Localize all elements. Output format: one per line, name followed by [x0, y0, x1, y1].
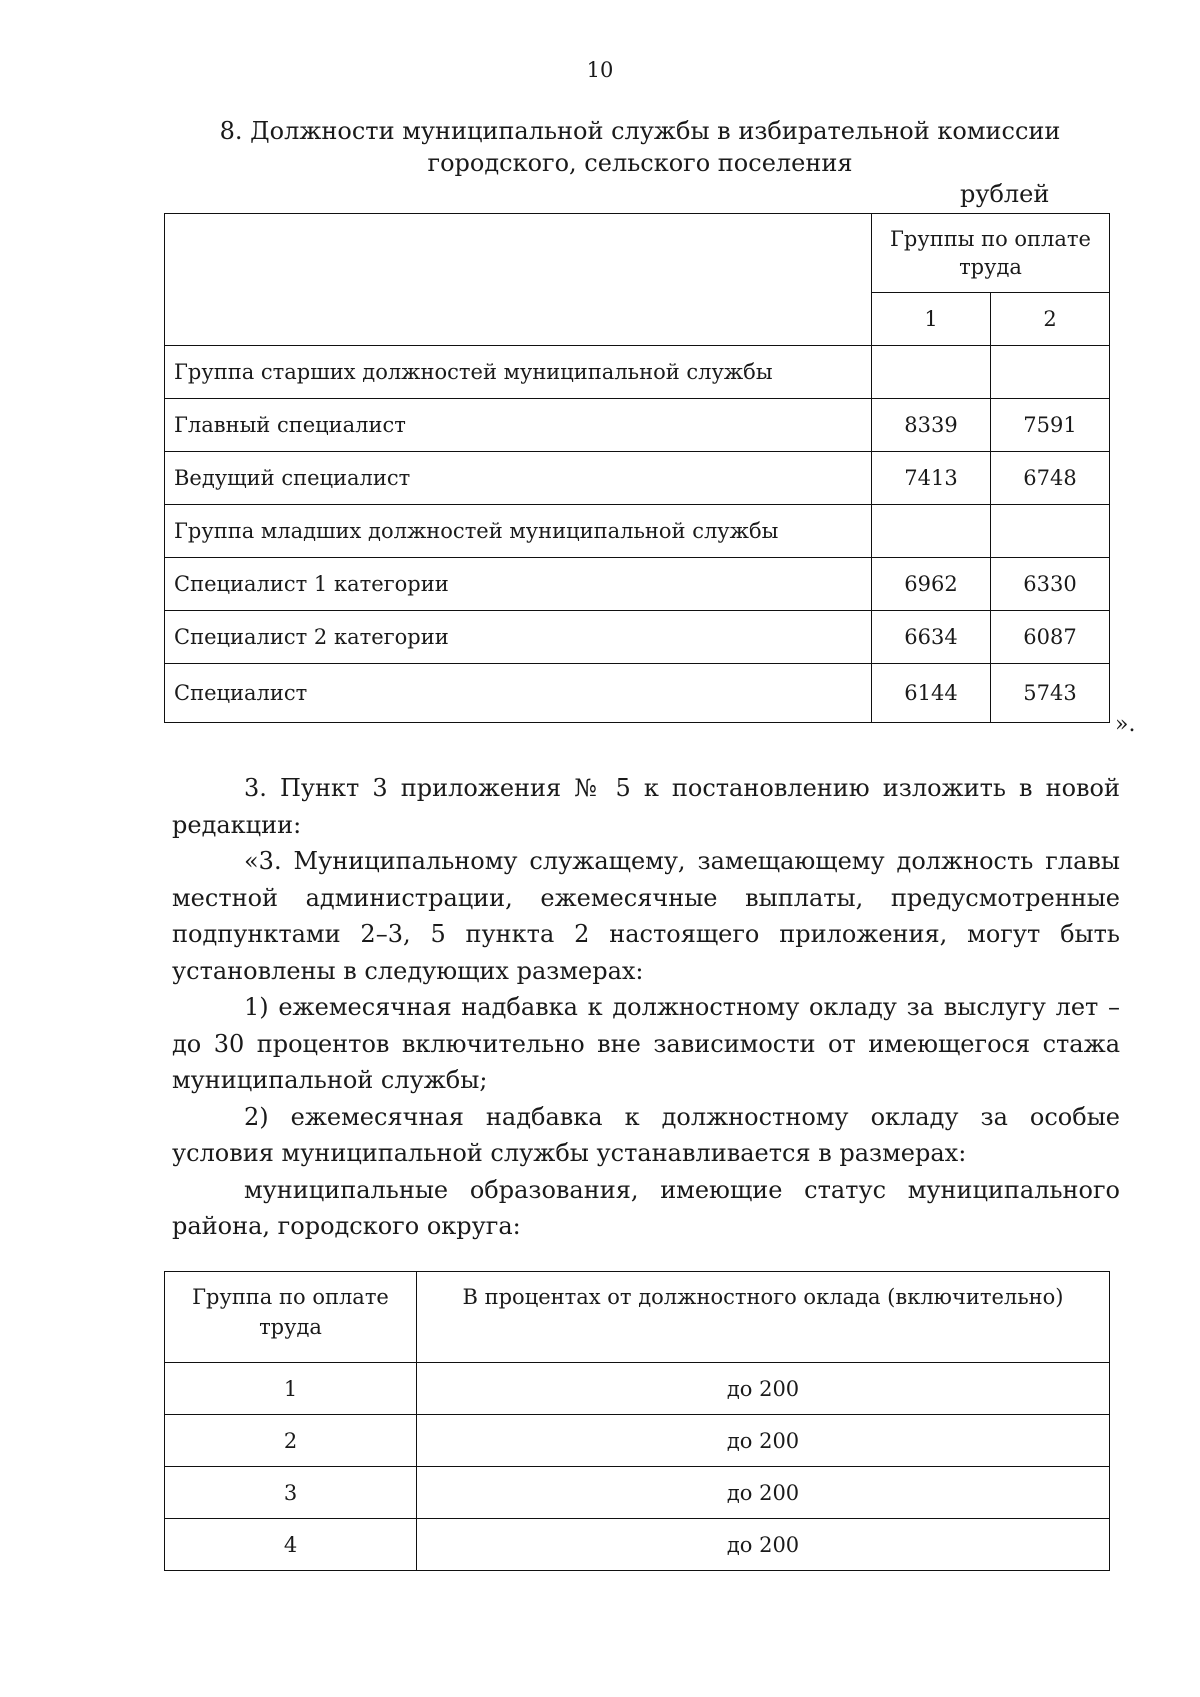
row-value-2: 6748 — [991, 452, 1110, 505]
paragraph: муниципальные образования, имеющие статус муниципального района, городского округа: — [172, 1175, 1120, 1240]
table-row — [165, 1363, 1110, 1415]
table-header-row — [165, 1272, 1110, 1363]
table-row — [165, 346, 1110, 399]
table-row — [165, 1519, 1110, 1571]
row-value-1: 6144 — [872, 664, 991, 723]
row-group: 3 — [165, 1467, 417, 1519]
row-name: Группа младших должностей муниципальной службы — [165, 505, 872, 558]
header-col-1: 1 — [872, 293, 991, 346]
row-group: 4 — [165, 1519, 417, 1571]
table-row — [165, 1467, 1110, 1519]
paragraph: 3. Пункт 3 приложения № 5 к постановлению изложить в новой редакции: — [172, 774, 1120, 839]
row-value-2 — [991, 505, 1110, 558]
row-name: Специалист — [165, 664, 872, 723]
row-value-2: 6330 — [991, 558, 1110, 611]
row-value-1: 6634 — [872, 611, 991, 664]
header-pay-groups: Группы по оплате труда — [872, 214, 1110, 293]
row-value-2: 7591 — [991, 399, 1110, 452]
body-text — [172, 770, 1120, 1245]
row-group: 1 — [165, 1363, 417, 1415]
row-name: Специалист 1 категории — [165, 558, 872, 611]
row-value-2: 6087 — [991, 611, 1110, 664]
unit-label: рублей — [960, 180, 1050, 208]
heading-line-2: городского, сельского поселения — [427, 149, 853, 177]
paragraph: «3. Муниципальному служащему, замещающему должность главы местной администрации, ежемесячные выплаты, предусмотренные подпунктами 2–3, 5 пункта 2 настоящего приложения, могут быть установлены в следующих размерах: — [172, 847, 1120, 985]
section-heading — [160, 115, 1120, 179]
allowance-table — [164, 1271, 1110, 1571]
row-name: Ведущий специалист — [165, 452, 872, 505]
paragraph: 1) ежемесячная надбавка к должностному окладу за выслугу лет – до 30 процентов включительно вне зависимости от имеющегося стажа муниципальной службы; — [172, 993, 1120, 1094]
row-value-2 — [991, 346, 1110, 399]
row-value: до 200 — [417, 1363, 1110, 1415]
row-value: до 200 — [417, 1519, 1110, 1571]
table-row — [165, 664, 1110, 723]
heading-line-1: 8. Должности муниципальной службы в избирательной комиссии — [219, 117, 1061, 145]
row-value-1 — [872, 505, 991, 558]
header-empty-cell — [165, 214, 872, 346]
page-number: 10 — [586, 58, 614, 82]
row-value-1: 8339 — [872, 399, 991, 452]
header-percent: В процентах от должностного оклада (включительно) — [417, 1272, 1110, 1363]
row-name: Специалист 2 категории — [165, 611, 872, 664]
row-value-1 — [872, 346, 991, 399]
salary-table — [164, 213, 1110, 723]
paragraph: 2) ежемесячная надбавка к должностному окладу за особые условия муниципальной службы устанавливается в размерах: — [172, 1102, 1120, 1167]
header-pay-group: Группа по оплате труда — [165, 1272, 417, 1363]
row-name: Группа старших должностей муниципальной службы — [165, 346, 872, 399]
header-col-2: 2 — [991, 293, 1110, 346]
table-row — [165, 1415, 1110, 1467]
closing-quote-mark: ». — [1115, 712, 1136, 737]
table-row — [165, 611, 1110, 664]
row-value-1: 7413 — [872, 452, 991, 505]
table-row — [165, 452, 1110, 505]
table-row — [165, 505, 1110, 558]
table-header-row — [165, 214, 1110, 293]
table-row — [165, 558, 1110, 611]
row-name: Главный специалист — [165, 399, 872, 452]
row-value-2: 5743 — [991, 664, 1110, 723]
row-value: до 200 — [417, 1415, 1110, 1467]
row-value-1: 6962 — [872, 558, 991, 611]
row-group: 2 — [165, 1415, 417, 1467]
row-value: до 200 — [417, 1467, 1110, 1519]
table-row — [165, 399, 1110, 452]
